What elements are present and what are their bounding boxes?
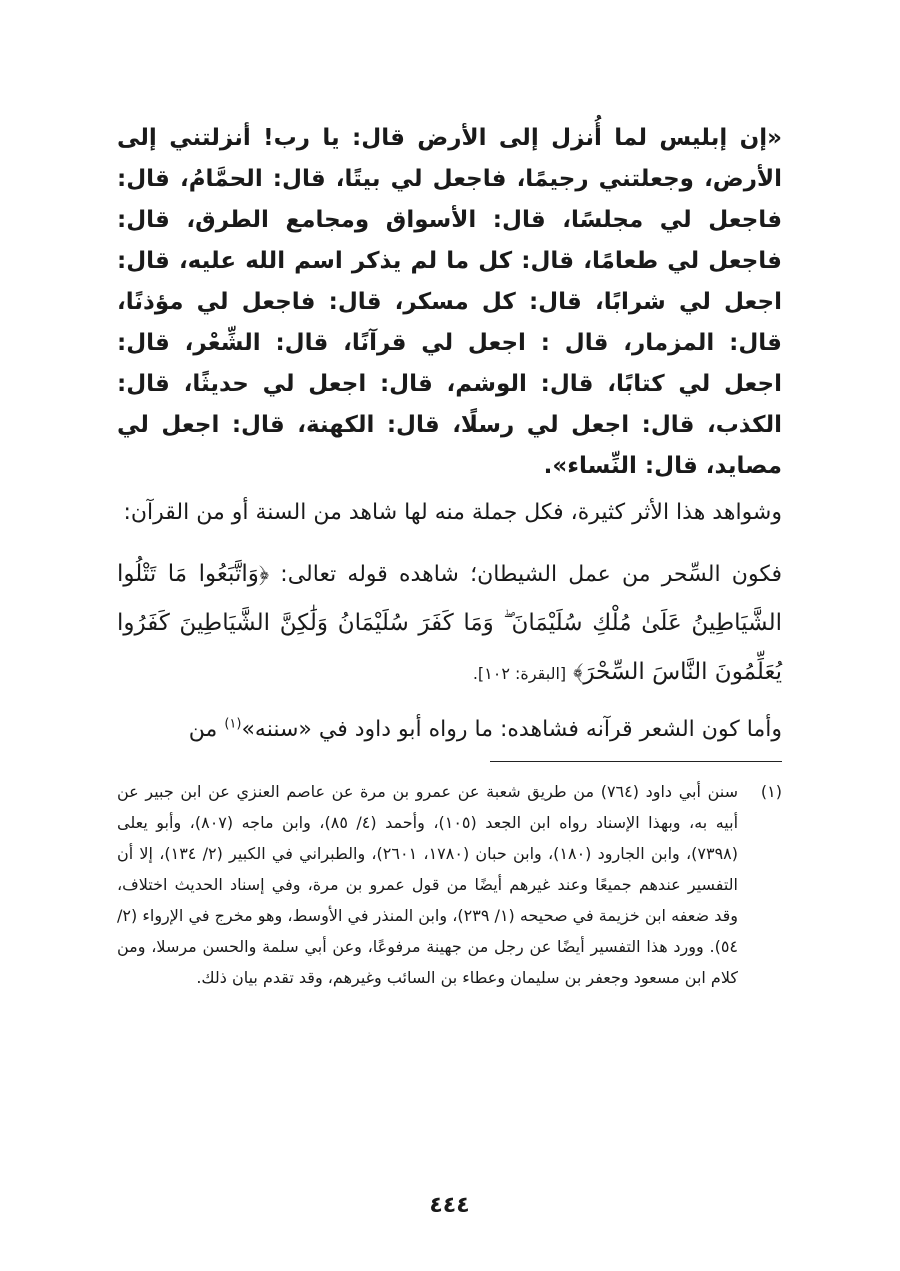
witnesses-paragraph: وشواهد هذا الأثر كثيرة، فكل جملة منه لها شاهد من السنة أو من القرآن: (123, 500, 782, 525)
footnote-text: سنن أبي داود (٧٦٤) من طريق شعبة عن عمرو بن مرة عن عاصم العنزي عن ابن جبير عن أبيه به، وبهذا الإسناد رواه ابن الجعد (١٠٥)، وأحمد (٤/ ٨٥)، وابن ماجه (٨٠٧)، وأبو يعلى (٧٣٩٨)، وابن الجارود (١٨٠)، وابن حبان (١٧٨٠، ٢٦٠١)، والطبراني في الكبير (٢/ ١٣٤)، إلا أن التفسير عندهم جميعًا وعند غيرهم أيضًا من قول عمرو بن مرة، وفي إسناد الحديث اختلاف، وقد ضعفه ابن خزيمة في صحيحه (١/ ٢٣٩)، وابن المنذر في الأوسط، وهو مخرج في الإرواء (٢/ ٥٤). وورد هذا التفسير أيضًا عن رجل من جهينة مرفوعًا، وعن أبي سلمة والحسن مرسلا، ومن كلام ابن مسعود وجعفر بن سليمان وعطاء بن السائب وغيرهم، وقد تقدم بيان ذلك. (117, 782, 739, 987)
quran-reference: [البقرة: ١٠٢]. (472, 664, 567, 683)
poetry-paragraph (117, 708, 782, 751)
poetry-text: وأما كون الشعر قرآنه فشاهده: ما رواه أبو داود في «سننه» (241, 717, 782, 742)
book-page (117, 118, 782, 1218)
footnote-divider (490, 761, 782, 762)
hadith-paragraph: «إن إبليس لما أُنزل إلى الأرض قال: يا رب! أنزلتني إلى الأرض، وجعلتني رجيمًا، فاجعل لي بيتًا، قال: الحمَّامُ، قال: فاجعل لي مجلسًا، قال: الأسواق ومجامع الطرق، قال: فاجعل لي طعامًا، قال: كل ما لم يذكر اسم الله عليه، قال: اجعل لي شرابًا، قال: كل مسكر، قال: فاجعل لي مؤذنًا، قال: المزمار، قال : اجعل لي قرآنًا، قال: الشِّعْر، قال: اجعل لي كتابًا، قال: الوشم، قال: اجعل لي حديثًا، قال: الكذب، قال: اجعل لي رسلًا، قال: الكهنة، قال: اجعل لي مصايد، قال: النِّساء». (117, 125, 782, 479)
page-number: ٤٤٤ (429, 1193, 470, 1218)
magic-paragraph (117, 550, 782, 698)
magic-intro-text: فكون السِّحر من عمل الشيطان؛ شاهده قوله تعالى: (280, 562, 782, 587)
poetry-text-end: من (188, 717, 218, 742)
footnote-number: (١) (760, 782, 782, 801)
quran-verse: ﴿وَاتَّبَعُوا مَا تَتْلُوا الشَّيَاطِينُ عَلَىٰ مُلْكِ سُلَيْمَانَ ۖ وَمَا كَفَرَ سُلَيْمَانُ وَلَٰكِنَّ الشَّيَاطِينَ كَفَرُوا يُعَلِّمُونَ النَّاسَ السِّحْرَ﴾ (117, 561, 782, 685)
footnote-marker[interactable]: (١) (224, 716, 242, 732)
footnote (117, 776, 782, 993)
